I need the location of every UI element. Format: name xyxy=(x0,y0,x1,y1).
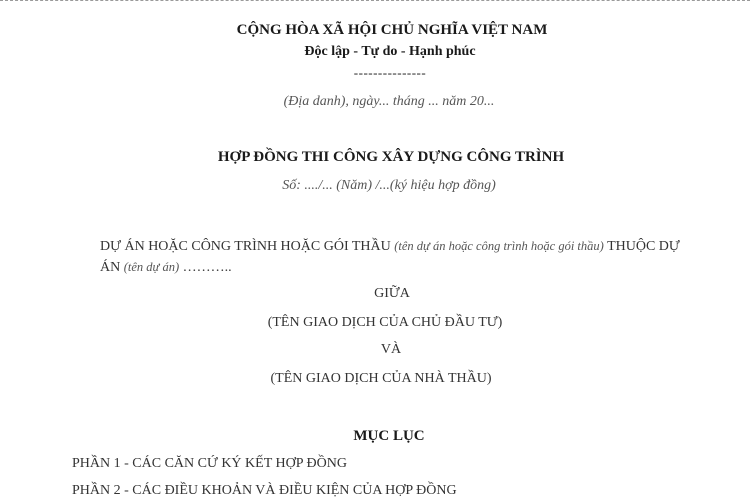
project-description xyxy=(100,236,700,278)
contractor-name: (TÊN GIAO DỊCH CỦA NHÀ THẦU) xyxy=(270,371,492,386)
contract-title: HỢP ĐỒNG THI CÔNG XÂY DỰNG CÔNG TRÌNH xyxy=(217,149,565,165)
project-note: (tên dự án) xyxy=(123,260,180,274)
toc-title: MỤC LỤC xyxy=(353,428,425,444)
project-dots: ……….. xyxy=(182,260,232,275)
project-name-note: (tên dự án hoặc công trình hoặc gói thầu) xyxy=(394,239,604,253)
between-label: GIỮA xyxy=(374,286,410,301)
toc-item: PHẦN 2 - CÁC ĐIỀU KHOẢN VÀ ĐIỀU KIỆN CỦA HỢP ĐỒNG xyxy=(72,483,457,498)
contract-number: Số: ..../... (Năm) /...(ký hiệu hợp đồng) xyxy=(282,178,496,193)
motto-underline: --------------- xyxy=(353,65,427,80)
and-label: VÀ xyxy=(380,342,402,357)
page-top-divider xyxy=(0,0,750,1)
investor-name: (TÊN GIAO DỊCH CỦA CHỦ ĐẦU TƯ) xyxy=(267,315,503,330)
national-motto: Độc lập - Tự do - Hạnh phúc xyxy=(304,44,476,59)
toc-item: PHẦN 1 - CÁC CĂN CỨ KÝ KẾT HỢP ĐỒNG xyxy=(72,456,347,471)
project-prefix: DỰ ÁN HOẶC CÔNG TRÌNH HOẶC GÓI THẦU xyxy=(100,239,391,254)
project-belongs-label: THUỘC DỰ ÁN xyxy=(100,239,680,275)
place-date-line: (Địa danh), ngày... tháng ... năm 20... xyxy=(283,94,495,109)
national-name-heading: CỘNG HÒA XÃ HỘI CHỦ NGHĨA VIỆT NAM xyxy=(236,22,548,38)
